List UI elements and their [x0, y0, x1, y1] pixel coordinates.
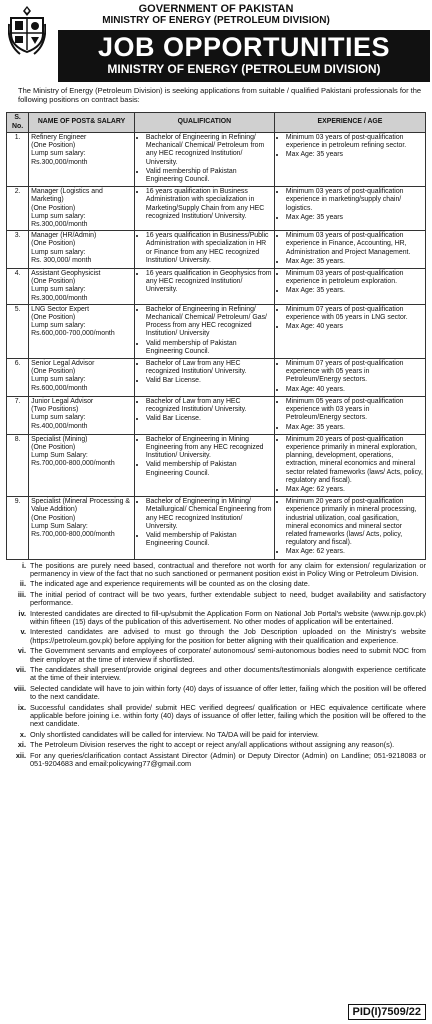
qualification-item: • Valid membership of Pakistan Engineering Council. [146, 461, 272, 477]
note-text: The Government servants and employees of corporate/ autonomous/ semi-autonomous bodies need to submit NOC from their employer at the time of interview if shortlisted. [30, 646, 426, 664]
experience-item: • Max Age: 62 years. [286, 548, 423, 556]
table-row [7, 359, 426, 397]
qualification-item: • Bachelor of Law from any HEC recognized Institution/ University. [146, 398, 272, 414]
note-text: Interested candidates are directed to fill-up/submit the Application Form on National Job Portal's website (www.njp.gov.pk) within fifteen (15) days of the publication of this advertisement. No other modes of application will be entertained. [30, 608, 426, 626]
job-banner [58, 30, 430, 82]
experience-item: • Max Age: 35 years. [286, 258, 423, 266]
note-text: The positions are purely need based, contractual and therefore not worth for any claim for extension/ regularization or permanency in view of the fact that no such sanctioned or permanent position exist in Policy Wing or Petroleum Division. [30, 560, 426, 578]
post-and-salary: Manager (Logistics and Marketing) (One Position) Lump sum salary: Rs.300,000/month [29, 187, 135, 231]
experience-cell [274, 497, 425, 559]
note-item [6, 704, 426, 729]
qualification-cell [134, 497, 274, 559]
table-row [7, 497, 426, 559]
note-item [6, 731, 426, 739]
note-number: i. [21, 560, 26, 570]
table-row [7, 434, 426, 496]
experience-item: • Max Age: 35 years [286, 151, 423, 159]
experience-item: • Max Age: 35 years [286, 214, 423, 222]
row-number: 9. [7, 497, 29, 559]
qualification-item: • Valid membership of Pakistan Engineering Council. [146, 532, 272, 548]
experience-cell [274, 133, 425, 187]
experience-item: • Minimum 03 years of post-qualification experience in petroleum refining sector. [286, 134, 423, 150]
note-text: Selected candidate will have to join within forty (40) days of issuance of offer letter, failing which the position will be offered to the next candidate. [30, 683, 426, 702]
note-text: For any queries/clarification contact Assistant Director (Admin) or Deputy Director (Admin) on Landline; 051-9218083 or 051-9204683 and email:policywing77@gmail.com [30, 750, 426, 769]
experience-item: • Minimum 03 years of post-qualification experience in marketing/supply chain/ logistics. [286, 188, 423, 213]
note-number: iii. [17, 589, 26, 599]
row-number: 5. [7, 304, 29, 358]
note-number: vii. [15, 665, 26, 675]
banner-subtitle: MINISTRY OF ENERGY (PETROLEUM DIVISION) [107, 62, 381, 76]
header [0, 0, 432, 86]
table-row [7, 396, 426, 434]
qualification-cell [134, 396, 274, 434]
experience-cell [274, 187, 425, 231]
experience-cell [274, 269, 425, 305]
table-row [7, 187, 426, 231]
note-number: ii. [19, 579, 26, 589]
qualification-item: • Bachelor of Law from any HEC recognized Institution/ University. [146, 360, 272, 376]
experience-item: • Minimum 20 years of post-qualification experience primarily in mineral exploration, planning, development, operations, extraction, mineral economics and mineral sector related frameworks (laws/ Acts, policy, regulatory and fiscal). [286, 436, 423, 485]
qualification-cell [134, 231, 274, 269]
post-and-salary: Senior Legal Advisor (One Position) Lump sum salary: Rs.600,000/month [29, 359, 135, 397]
post-and-salary: Refinery Engineer (One Position) Lump sum salary: Rs.300,000/month [29, 133, 135, 187]
note-item [6, 562, 426, 579]
experience-cell [274, 304, 425, 358]
qualification-item: • Bachelor of Engineering in Refining/ Mechanical/ Chemical/ Petroleum/ Gas/ Process from any HEC recognized Institution/ University [146, 306, 272, 339]
positions-table [6, 112, 426, 560]
header-sno: S. No. [7, 113, 29, 133]
note-number: x. [19, 729, 26, 739]
note-item [6, 647, 426, 664]
header-qualification: QUALIFICATION [134, 113, 274, 133]
note-item [6, 628, 426, 645]
note-number: ix. [17, 702, 26, 712]
note-text: Interested candidates are advised to must go through the Job Description uploaded on the Ministry's website (https://petroleum.gov.pk) before applying for the position for better aligning with their qualification and experience. [30, 627, 426, 645]
experience-item: • Minimum 03 years of post-qualification experience in petroleum exploration. [286, 270, 423, 286]
note-item [6, 752, 426, 769]
qualification-cell [134, 187, 274, 231]
experience-item: • Minimum 07 years of post-qualification experience with 05 years in Petroleum/Energy sectors. [286, 360, 423, 385]
qualification-item: • Valid membership of Pakistan Engineering Council. [146, 340, 272, 356]
experience-item: • Max Age: 35 years. [286, 287, 423, 295]
ministry-title: MINISTRY OF ENERGY (PETROLEUM DIVISION) [102, 15, 330, 26]
qualification-item: • Valid Bar License. [146, 415, 272, 423]
qualification-item: • Bachelor of Engineering in Mining Engineering from any HEC recognized Institution/ University. [146, 436, 272, 461]
note-item [6, 591, 426, 608]
experience-cell [274, 396, 425, 434]
note-item [6, 580, 426, 588]
post-and-salary: Specialist (Mining) (One Position) Lump Sum Salary: Rs.700,000-800,000/month [29, 434, 135, 496]
qualification-cell [134, 269, 274, 305]
note-item [6, 741, 426, 749]
post-and-salary: Junior Legal Advisor (Two Positions) Lump sum salary: Rs.400,000/month [29, 396, 135, 434]
experience-item: • Minimum 05 years of post-qualification experience with 03 years in Petroleum/Energy sectors. [286, 398, 423, 423]
note-text: The initial period of contract will be two years, further extendable subject to need, budget availability and satisfactory performance. [30, 589, 426, 608]
header-experience: EXPERIENCE / AGE [274, 113, 425, 133]
row-number: 1. [7, 133, 29, 187]
experience-item: • Max Age: 35 years. [286, 424, 423, 432]
experience-item: • Minimum 03 years of post-qualification experience in Finance, Accounting, HR, Administration and Project Management. [286, 232, 423, 257]
intro-paragraph: The Ministry of Energy (Petroleum Division) is seeking applications from suitable / qualified Pakistani professionals for the following positions on contract basis: [18, 86, 422, 104]
qualification-item: • 16 years qualification in Business/Public Administration with specialization in HR or Finance from any HEC recognized Institution/ University. [146, 232, 272, 265]
post-and-salary: Assistant Geophysicist (One Position) Lump sum salary: Rs.300,000/month [29, 269, 135, 305]
row-number: 7. [7, 396, 29, 434]
note-text: The candidates shall present/provide original degrees and other documents/testimonials alongwith experience certificate at the time of their interview. [30, 665, 426, 683]
experience-item: • Max Age: 62 years. [286, 486, 423, 494]
row-number: 4. [7, 269, 29, 305]
qualification-item: • 16 years qualification in Geophysics from any HEC recognized Institution/ University. [146, 270, 272, 295]
row-number: 2. [7, 187, 29, 231]
note-number: iv. [18, 608, 26, 618]
qualification-item: • Bachelor of Engineering in Mining/ Metallurgical/ Chemical Engineering from any HEC recognized Institution/ University. [146, 498, 272, 531]
post-and-salary: Specialist (Mineral Processing & Value Addition) (One Position) Lump Sum Salary: Rs.700,000-800,000/month [29, 497, 135, 559]
note-text: The indicated age and experience requirements will be counted as on the closing date. [30, 579, 310, 589]
table-row [7, 269, 426, 305]
note-number: v. [20, 627, 26, 637]
row-number: 3. [7, 231, 29, 269]
experience-item: • Minimum 07 years of post-qualification experience with 05 years in LNG sector. [286, 306, 423, 322]
note-item [6, 610, 426, 627]
qualification-item: • Valid Bar License. [146, 377, 272, 385]
notes-list [6, 562, 426, 769]
banner-title: JOB OPPORTUNITIES [97, 32, 391, 62]
row-number: 8. [7, 434, 29, 496]
qualification-cell [134, 434, 274, 496]
table-row [7, 304, 426, 358]
government-title: GOVERNMENT OF PAKISTAN [138, 3, 294, 15]
note-text: Successful candidates shall provide/ submit HEC verified degrees/ qualification or HEC equivalence certificate where applicable before joining i.e. within forty (40) days of issuance of offer letter, failing which the position will be offered to the next candidate. [30, 702, 426, 729]
table-row [7, 133, 426, 187]
table-row [7, 231, 426, 269]
table-header-row [7, 113, 426, 133]
experience-cell [274, 434, 425, 496]
note-item [6, 685, 426, 702]
note-number: vi. [17, 646, 26, 656]
experience-item: • Max Age: 40 years. [286, 386, 423, 394]
note-number: viii. [13, 683, 26, 693]
experience-cell [274, 359, 425, 397]
note-text: The Petroleum Division reserves the right to accept or reject any/all applications without assigning any reason(s). [30, 740, 395, 750]
post-and-salary: LNG Sector Expert (One Position) Lump sum salary: Rs.600,000-700,000/month [29, 304, 135, 358]
experience-item: • Max Age: 40 years [286, 323, 423, 331]
note-item [6, 666, 426, 683]
qualification-item: • Bachelor of Engineering in Refining/ Mechanical/ Chemical/ Petroleum from any HEC recognized Institution/ University. [146, 134, 272, 167]
note-number: xi. [17, 740, 26, 750]
qualification-cell [134, 304, 274, 358]
qualification-cell [134, 359, 274, 397]
qualification-cell [134, 133, 274, 187]
header-post: NAME OF POST& SALARY [29, 113, 135, 133]
note-number: xii. [15, 750, 26, 760]
note-text: Only shortlisted candidates will be called for interview. No TA/DA will be paid for interview. [30, 729, 319, 739]
qualification-item: • 16 years qualification in Business Administration with specialization in Marketing/Supply Chain from any HEC recognized Institution/ University. [146, 188, 272, 221]
qualification-item: • Valid membership of Pakistan Engineering Council. [146, 168, 272, 184]
pid-number: PID(I)7509/22 [348, 1004, 426, 1020]
post-and-salary: Manager (HR/Admin) (One Position) Lump sum salary: Rs. 300,000/ month [29, 231, 135, 269]
experience-cell [274, 231, 425, 269]
experience-item: • Minimum 20 years of post-qualification experience primarily in mineral processing, industrial utilization, coal gasification, mineral economics and mineral sector related frameworks (laws/ Acts, policy, regulatory and fiscal). [286, 498, 423, 547]
row-number: 6. [7, 359, 29, 397]
